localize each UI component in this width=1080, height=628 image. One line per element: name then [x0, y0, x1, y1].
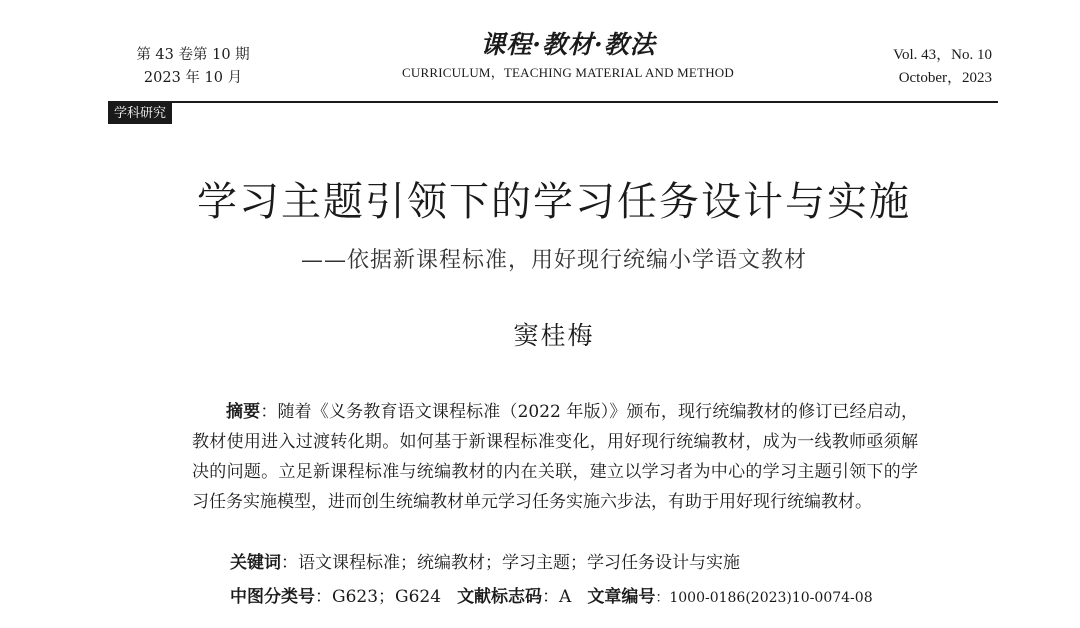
- abstract-text: ：随着《义务教育语文课程标准（2022 年版）》颁布，现行统编教材的修订已经启动，教材使用进入过渡转化期。如何基于新课程标准变化，用好现行统编教材，成为一线教师亟须解决的问题。立足新课程标准与统编教材的内在关联，建立以学习者为中心的学习主题引领下的学习任务实施模型，进而创生统编教材单元学习任务实施六步法，有助于用好现行统编教材。: [192, 402, 918, 512]
- issue-info-en: [852, 44, 992, 90]
- abstract: [192, 397, 918, 517]
- keywords-text: ：语文课程标准；统编教材；学习主题；学习任务设计与实施: [281, 553, 740, 573]
- article-author: 窦桂梅: [513, 321, 595, 350]
- keywords: [230, 550, 740, 576]
- abstract-label: 摘要: [226, 402, 261, 422]
- issue-info: [118, 44, 268, 90]
- doc-code-label: 文献标志码: [457, 587, 543, 607]
- clc-label: 中图分类号: [230, 587, 315, 607]
- keywords-label: 关键词: [230, 553, 281, 573]
- header-rule: [108, 101, 998, 103]
- classification-line: [230, 584, 873, 611]
- issue-date-en: October，2023: [898, 70, 992, 86]
- journal-title-en: CURRICULUM，TEACHING MATERIAL AND METHOD: [402, 65, 734, 80]
- clc-value: ：G623；G624: [315, 587, 442, 607]
- journal-title-cn: 课程·教材·教法: [480, 30, 656, 59]
- volume-en: Vol. 43，No. 10: [893, 47, 992, 63]
- article-subtitle: ——依据新课程标准，用好现行统编小学语文教材: [300, 248, 807, 273]
- volume-issue: 第 43 卷第 10 期: [136, 47, 250, 63]
- article-title: 学习主题引领下的学习任务设计与实施: [197, 179, 911, 225]
- journal-masthead: [340, 28, 796, 82]
- issue-date-cn: 2023 年 10 月: [143, 70, 243, 86]
- doc-code-value: ：A: [542, 587, 572, 607]
- article-number-label: 文章编号: [587, 587, 656, 607]
- article-number-value: ：1000-0186(2023)10-0074-08: [655, 590, 873, 606]
- section-tag: 学科研究: [108, 103, 172, 124]
